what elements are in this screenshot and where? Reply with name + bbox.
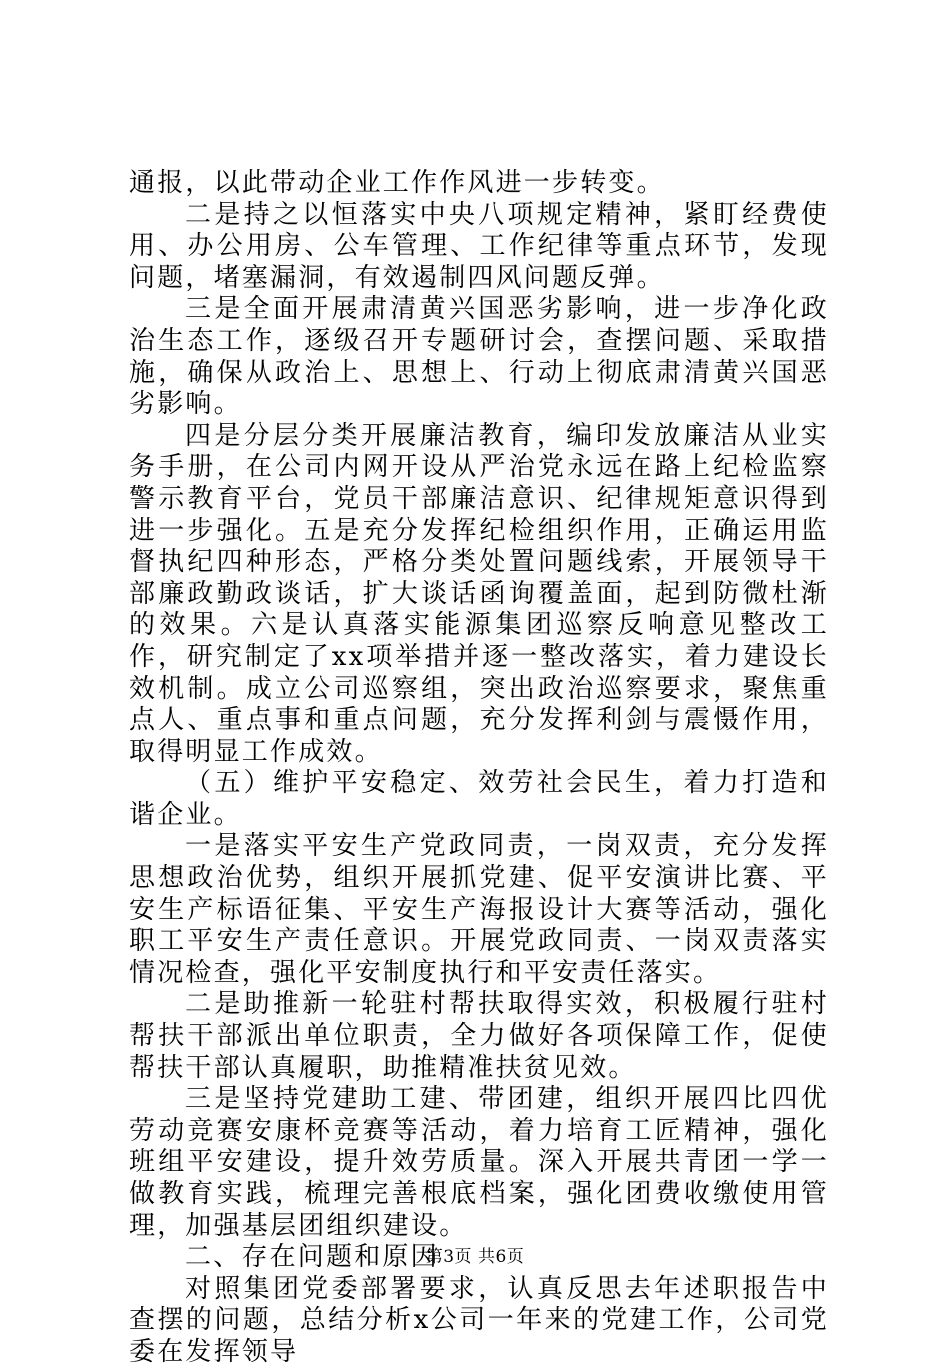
paragraph-political-ecology: 三是全面开展肃清黄兴国恶劣影响，进一步净化政治生态工作，逐级召开专题研讨会，查摆问题、采取措施，确保从政治上、思想上、行动上彻底肃清黄兴国恶劣影响。	[129, 294, 829, 420]
paragraph-safety-production: 一是落实平安生产党政同责，一岗双责，充分发挥思想政治优势，组织开展抓党建、促平安演讲比赛、平安生产标语征集、平安生产海报设计大赛等活动，强化职工平安生产责任意识。开展党政同责、一岗双责落实情况检查，强化平安制度执行和平安责任落实。	[129, 831, 829, 988]
paragraph-continuation: 通报，以此带动企业工作作风进一步转变。	[129, 168, 665, 198]
paragraph-eight-rules: 二是持之以恒落实中央八项规定精神，紧盯经费使用、办公用房、公车管理、工作纪律等重点环节，发现问题，堵塞漏洞，有效遏制四风问题反弹。	[129, 199, 829, 293]
paragraph-village-assistance: 二是助推新一轮驻村帮扶取得实效，积极履行驻村帮扶干部派出单位职责，全力做好各项保障工作，促使帮扶干部认真履职，助推精准扶贫见效。	[129, 989, 829, 1083]
page-footer: 第3页 共6页	[425, 1247, 525, 1267]
document-body	[129, 168, 829, 1369]
paragraph-union-building: 三是坚持党建助工建、带团建，组织开展四比四优劳动竞赛安康杯竞赛等活动，着力培育工匠精神，强化班组平安建设，提升效劳质量。深入开展共青团一学一做教育实践，梳理完善根底档案，强化团费收缴使用管理，加强基层团组织建设。	[129, 1084, 829, 1241]
paragraph-problems-intro: 对照集团党委部署要求，认真反思去年述职报告中查摆的问题，总结分析x公司一年来的党建工作，公司党委在发挥领导	[129, 1273, 829, 1367]
section-heading-problems: 二、存在问题和原因	[185, 1242, 439, 1273]
paragraph-integrity-education: 四是分层分类开展廉洁教育，编印发放廉洁从业实务手册，在公司内网开设从严治党永远在路上纪检监察警示教育平台，党员干部廉洁意识、纪律规矩意识得到进一步强化。五是充分发挥纪检组织作用，正确运用监督执纪四种形态，严格分类处置问题线索，开展领导干部廉政勤政谈话，扩大谈话函询覆盖面，起到防微杜渐的效果。六是认真落实能源集团巡察反响意见整改工作，研究制定了xx项举措并逐一整改落实，着力建设长效机制。成立公司巡察组，突出政治巡察要求，聚焦重点人、重点事和重点问题，充分发挥利剑与震慑作用，取得明显工作成效。	[129, 420, 829, 767]
section-heading-five: （五）维护平安稳定、效劳社会民生，着力打造和谐企业。	[129, 768, 829, 830]
